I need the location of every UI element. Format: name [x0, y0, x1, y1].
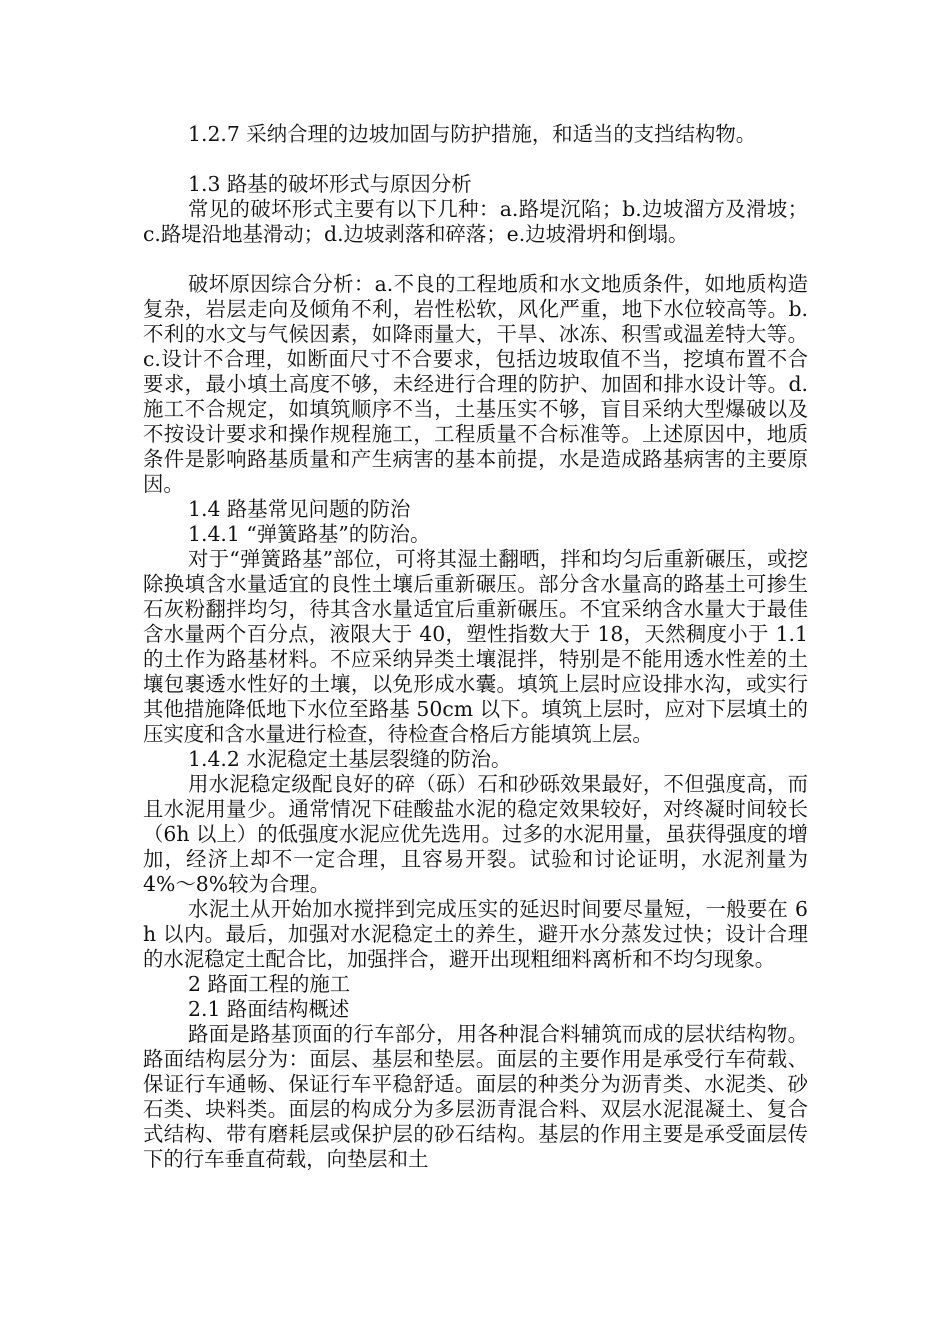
- paragraph-pavement-structure: 路面是路基顶面的行车部分，用各种混合料辅筑而成的层状结构物。路面结构层分为：面层、基层和垫层。面层的主要作用是承受行车荷载、保证行车通畅、保证行车平稳舒适。面层的种类分为沥青类、水泥类、砂石类、块料类。面层的构成分为多层沥青混合料、双层水泥混凝土、复合式结构、带有磨耗层或保护层的砂石结构。基层的作用主要是承受面层传下的行车垂直荷载，向垫层和土: [143, 1022, 808, 1171]
- document-body: [143, 122, 808, 1172]
- paragraph-damage-forms: 常见的破坏形式主要有以下几种：a.路堤沉陷；b.边坡溜方及滑坡；c.路堤沿地基滑动；d.边坡剥落和碎落；e.边坡滑坍和倒塌。: [143, 197, 808, 246]
- heading-1-3: 1.3 路基的破坏形式与原因分析: [188, 172, 472, 196]
- paragraph-1-2-7: 1.2.7 采纳合理的边坡加固与防护措施，和适当的支挡结构物。: [188, 122, 757, 146]
- heading-2-1: 2.1 路面结构概述: [188, 997, 350, 1021]
- heading-1-4-1: 1.4.1 “弹簧路基”的防治。: [188, 522, 431, 546]
- heading-1-4: 1.4 路基常见问题的防治: [188, 497, 411, 521]
- paragraph-spring-subgrade: 对于“弹簧路基”部位，可将其湿土翻晒，拌和均匀后重新碾压，或挖除换填含水量适宜的良性土壤后重新碾压。部分含水量高的路基土可掺生石灰粉翻拌均匀，待其含水量适宜后重新碾压。不宜采纳含水量大于最佳含水量两个百分点，液限大于 40，塑性指数大于 18，天然稠度小于 1.1 的土作为路基材料。不应采纳异类土壤混拌，特别是不能用透水性差的土壤包裹透水性好的土壤，以免形成水囊。填筑上层时应设排水沟，或实行其他措施降低地下水位至路基 50cm 以下。填筑上层时，应对下层填土的压实度和含水量进行检查，待检查合格后方能填筑上层。: [143, 547, 808, 746]
- heading-1-4-2: 1.4.2 水泥稳定土基层裂缝的防治。: [188, 747, 512, 771]
- heading-2: 2 路面工程的施工: [188, 972, 351, 996]
- paragraph-damage-causes: 破坏原因综合分析：a.不良的工程地质和水文地质条件，如地质构造复杂，岩层走向及倾角不利，岩性松软，风化严重，地下水位较高等。b.不利的水文与气候因素，如降雨量大，干旱、冰冻、积雪或温差特大等。c.设计不合理，如断面尺寸不合要求，包括边坡取值不当，挖填布置不合要求，最小填土高度不够，未经进行合理的防护、加固和排水设计等。d.施工不合规定，如填筑顺序不当，土基压实不够，盲目采纳大型爆破以及不按设计要求和操作规程施工，工程质量不合标准等。上述原因中，地质条件是影响路基质量和产生病害的基本前提，水是造成路基病害的主要原因。: [143, 272, 808, 496]
- paragraph-cement-stabilized: 用水泥稳定级配良好的碎（砾）石和砂砾效果最好，不但强度高，而且水泥用量少。通常情况下硅酸盐水泥的稳定效果较好，对终凝时间较长（6h 以上）的低强度水泥应优先选用。过多的水泥用量，虽获得强度的增加，经济上却不一定合理，且容易开裂。试验和讨论证明，水泥剂量为 4%～8%较为合理。: [143, 772, 808, 896]
- paragraph-cement-soil: 水泥土从开始加水搅拌到完成压实的延迟时间要尽量短，一般要在 6h 以内。最后，加强对水泥稳定土的养生，避开水分蒸发过快；设计合理的水泥稳定土配合比，加强拌合，避开出现粗细料离析和不均匀现象。: [143, 897, 808, 971]
